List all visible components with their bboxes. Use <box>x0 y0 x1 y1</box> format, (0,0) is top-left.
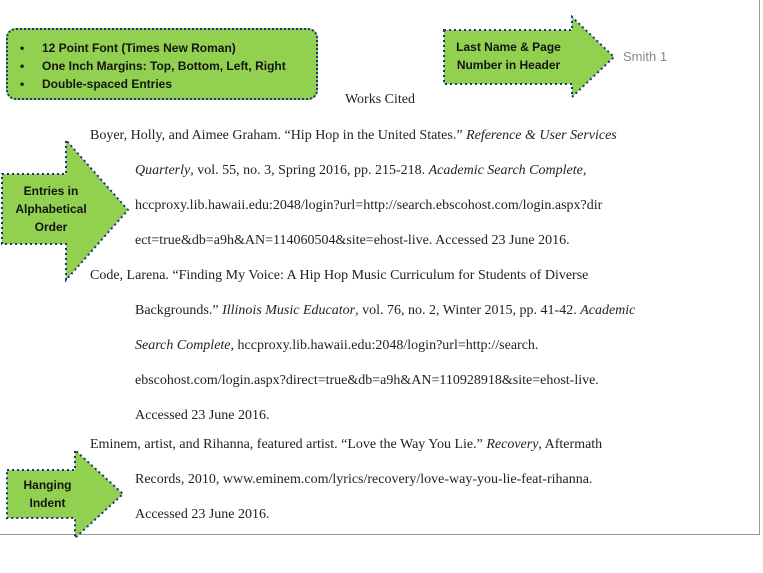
formatting-item: • 12 Point Font (Times New Roman) <box>42 39 308 57</box>
header-callout-label: Last Name & Page Number in Header <box>456 40 561 72</box>
entry-line: Accessed 23 June 2016. <box>135 408 270 423</box>
entry-line: Backgrounds.” Illinois Music Educator, vol. 76, no. 2, Winter 2015, pp. 41-42. Academic <box>135 303 636 318</box>
entry-line: hccproxy.lib.hawaii.edu:2048/login?url=http://search.ebscohost.com/login.aspx?dir <box>135 198 603 213</box>
entry-line: Quarterly, vol. 55, no. 3, Spring 2016, pp. 215-218. Academic Search Complete, <box>135 163 587 178</box>
page-title: Works Cited <box>344 92 416 107</box>
alphabetical-callout-label: Entries in Alphabetical Order <box>15 184 87 234</box>
formatting-item: • One Inch Margins: Top, Bottom, Left, Right <box>42 57 308 75</box>
entry-line: Eminem, artist, and Rihanna, featured artist. “Love the Way You Lie.” Recovery, Aftermath <box>90 437 603 452</box>
entry-line: Code, Larena. “Finding My Voice: A Hip Hop Music Curriculum for Students of Diverse <box>90 268 589 283</box>
entry-line: ebscohost.com/login.aspx?direct=true&db=a9h&AN=110928918&site=ehost-live. <box>135 373 599 388</box>
entry-line: Records, 2010, www.eminem.com/lyrics/recovery/love-way-you-lie-feat-rihanna. <box>135 472 593 487</box>
formatting-item: • Double-spaced Entries <box>42 75 308 93</box>
entry-line: Boyer, Holly, and Aimee Graham. “Hip Hop in the United States.” Reference & User Services <box>90 128 617 143</box>
running-header: Smith 1 <box>623 49 668 64</box>
formatting-callout <box>6 28 318 100</box>
hanging-indent-callout-label: Hanging Indent <box>23 478 72 510</box>
entry-line: ect=true&db=a9h&AN=114060504&site=ehost-live. Accessed 23 June 2016. <box>135 233 570 248</box>
entry-line: Search Complete, hccproxy.lib.hawaii.edu:2048/login?url=http://search. <box>135 338 539 353</box>
entry-line: Accessed 23 June 2016. <box>135 507 270 522</box>
